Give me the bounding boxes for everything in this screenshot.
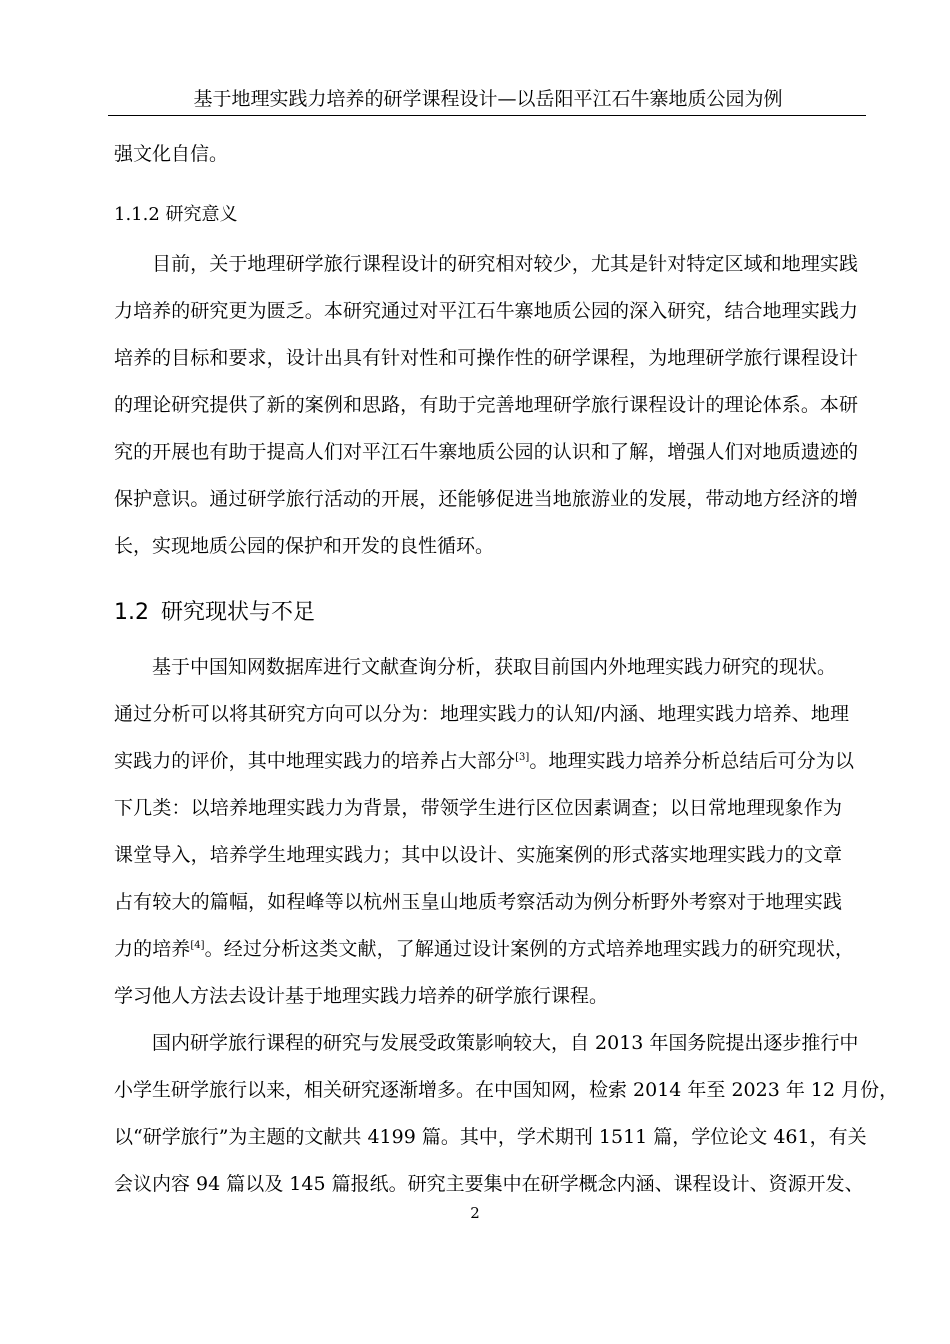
section-heading — [114, 598, 315, 628]
citation-ref[interactable]: [4] — [190, 940, 205, 951]
paragraph-line: 学习他人方法去设计基于地理实践力培养的研学旅行课程。 — [114, 985, 609, 1007]
paragraph-line: 下几类：以培养地理实践力为背景，带领学生进行区位因素调查；以日常地理现象作为 — [114, 797, 842, 819]
running-header-title: 基于地理实践力培养的研学课程设计—以岳阳平江石牛寨地质公园为例 — [193, 88, 783, 110]
paragraph-line: 目前，关于地理研学旅行课程设计的研究相对较少，尤其是针对特定区域和地理实践 — [152, 253, 858, 275]
line-text: 。地理实践力培养分析总结后可分为以 — [529, 750, 854, 772]
paragraph-line: 通过分析可以将其研究方向可以分为：地理实践力的认知/内涵、地理实践力培养、地理 — [114, 703, 849, 725]
paragraph-line: 究的开展也有助于提高人们对平江石牛寨地质公园的认识和了解，增强人们对地质遗迹的 — [114, 441, 858, 463]
section-title: 研究现状与不足 — [161, 600, 316, 625]
header-rule — [108, 115, 866, 116]
subsection-heading: 1.1.2 研究意义 — [114, 204, 238, 225]
paragraph-line: 以“研学旅行”为主题的文献共 4199 篇。其中，学术期刊 1511 篇，学位论文 461，有关 — [114, 1126, 867, 1148]
paragraph-line: 国内研学旅行课程的研究与发展受政策影响较大，自 2013 年国务院提出逐步推行中 — [152, 1032, 859, 1054]
line-text: 。经过分析这类文献，了解通过设计案例的方式培养地理实践力的研究现状， — [204, 938, 854, 960]
paragraph-line: 的理论研究提供了新的案例和思路，有助于完善地理研学旅行课程设计的理论体系。本研 — [114, 394, 858, 416]
paragraph-line: 基于中国知网数据库进行文献查询分析，获取目前国内外地理实践力研究的现状。 — [152, 656, 837, 678]
line-text: 力的培养 — [114, 938, 191, 960]
paragraph-line: 力培养的研究更为匮乏。本研究通过对平江石牛寨地质公园的深入研究，结合地理实践力 — [114, 300, 858, 322]
page-number: 2 — [470, 1204, 480, 1222]
line-text: 实践力的评价，其中地理实践力的培养占大部分 — [114, 750, 516, 772]
paragraph-line: 长，实现地质公园的保护和开发的良性循环。 — [114, 535, 495, 557]
paragraph-line: 保护意识。通过研学旅行活动的开展，还能够促进当地旅游业的发展，带动地方经济的增 — [114, 488, 858, 510]
paragraph-line — [114, 747, 854, 775]
paragraph-line: 培养的目标和要求，设计出具有针对性和可操作性的研学课程，为地理研学旅行课程设计 — [114, 347, 858, 369]
citation-ref[interactable]: [3] — [515, 752, 530, 763]
paragraph-line: 占有较大的篇幅，如程峰等以杭州玉皇山地质考察活动为例分析野外考察对于地理实践 — [114, 891, 842, 913]
paragraph-line: 会议内容 94 篇以及 145 篇报纸。研究主要集中在研学概念内涵、课程设计、资源开发、 — [114, 1173, 864, 1195]
paragraph-line: 课堂导入，培养学生地理实践力；其中以设计、实施案例的形式落实地理实践力的文章 — [114, 844, 842, 866]
paragraph-line: 小学生研学旅行以来，相关研究逐渐增多。在中国知网，检索 2014 年至 2023 年 12 月份， — [114, 1079, 899, 1101]
carryover-text: 强文化自信。 — [114, 143, 229, 165]
paragraph-line — [114, 935, 854, 963]
section-number: 1.2 — [114, 600, 149, 625]
